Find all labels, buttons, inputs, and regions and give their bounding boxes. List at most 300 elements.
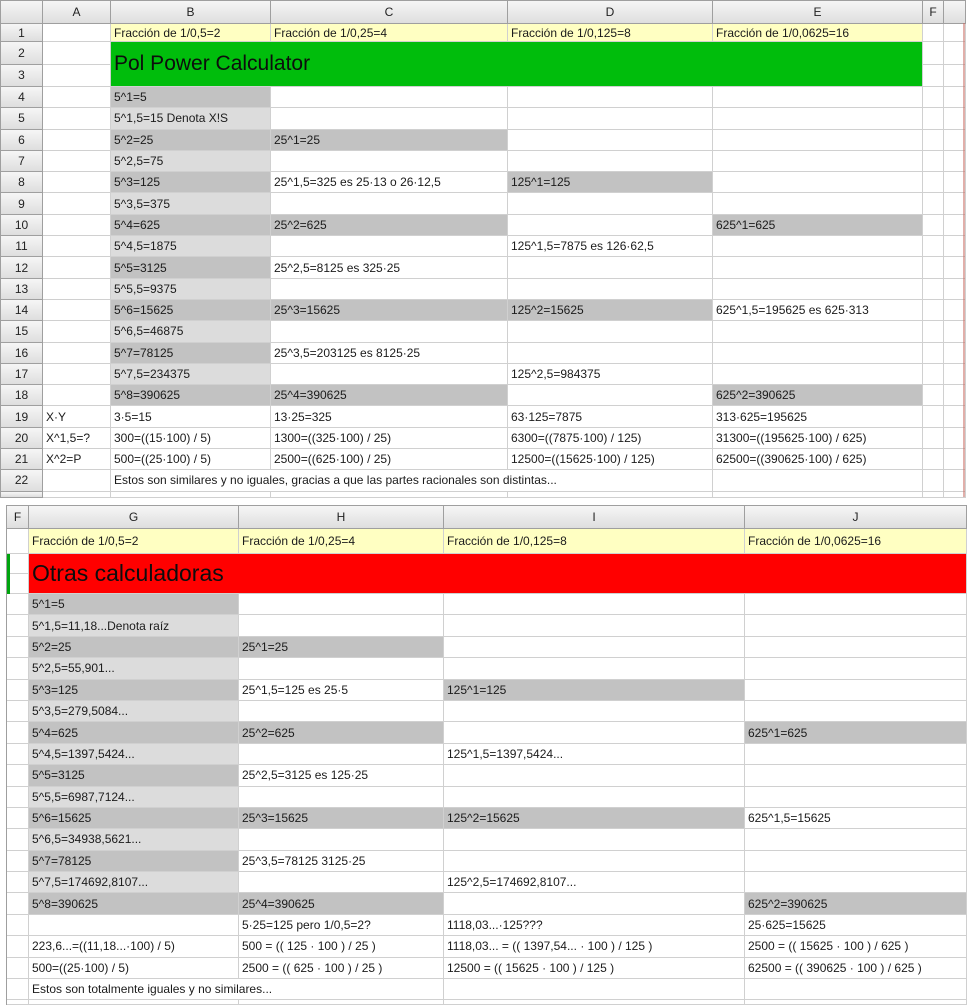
cell-A18[interactable] bbox=[43, 385, 111, 406]
row-17 bbox=[7, 872, 967, 893]
cell-B19[interactable]: 3·5=15 bbox=[111, 406, 271, 427]
cell-F9[interactable] bbox=[923, 193, 944, 214]
cell-I6[interactable] bbox=[444, 637, 745, 658]
cell-F17[interactable] bbox=[923, 364, 944, 385]
cell-H8[interactable]: 25^1,5=125 es 25·5 bbox=[239, 680, 444, 701]
cell-F19[interactable] bbox=[7, 915, 29, 936]
cell-E14[interactable]: 625^1,5=195625 es 625·313 bbox=[713, 300, 923, 321]
cell-E17[interactable] bbox=[713, 364, 923, 385]
cell-E12[interactable] bbox=[713, 257, 923, 278]
cell-G4[interactable]: 5^1=5 bbox=[29, 594, 239, 615]
cell-G17[interactable]: 5^7,5=174692,8107... bbox=[29, 872, 239, 893]
cell-D13[interactable] bbox=[508, 279, 713, 300]
cell-J22[interactable] bbox=[745, 979, 967, 1000]
cell-E10[interactable]: 625^1=625 bbox=[713, 215, 923, 236]
cell-G9[interactable]: 5^3,5=279,5084... bbox=[29, 701, 239, 722]
cell-F7[interactable] bbox=[923, 151, 944, 172]
row-header-1[interactable]: 1 bbox=[1, 24, 43, 42]
cell-E15[interactable] bbox=[713, 321, 923, 342]
cell-F14[interactable] bbox=[923, 300, 944, 321]
cell-F13[interactable] bbox=[923, 279, 944, 300]
cell-D14[interactable]: 125^2=15625 bbox=[508, 300, 713, 321]
cell-A21[interactable]: X^2=P bbox=[43, 449, 111, 470]
cell-I7[interactable] bbox=[444, 658, 745, 679]
cell-H19[interactable]: 5·25=125 pero 1/0,5=2? bbox=[239, 915, 444, 936]
cell-F11[interactable] bbox=[923, 236, 944, 257]
cell-F7[interactable] bbox=[7, 658, 29, 679]
cell-F18[interactable] bbox=[7, 893, 29, 914]
cell-C19[interactable]: 13·25=325 bbox=[271, 406, 508, 427]
row-header-4[interactable]: 4 bbox=[1, 87, 43, 108]
cell-B12[interactable]: 5^5=3125 bbox=[111, 257, 271, 278]
cell-H[interactable] bbox=[239, 1000, 444, 1005]
row-1 bbox=[1, 24, 966, 42]
cell-H10[interactable]: 25^2=625 bbox=[239, 722, 444, 743]
cell-E1[interactable]: Fracción de 1/0,0625=16 bbox=[713, 24, 923, 42]
cell-E5[interactable] bbox=[713, 108, 923, 129]
cell-D9[interactable] bbox=[508, 193, 713, 214]
cell-E[interactable] bbox=[713, 492, 923, 498]
row-9 bbox=[1, 193, 966, 214]
cell-B21[interactable]: 500=((25·100) / 5) bbox=[111, 449, 271, 470]
cell-I4[interactable] bbox=[444, 594, 745, 615]
cell-J8[interactable] bbox=[745, 680, 967, 701]
cell-F17[interactable] bbox=[7, 872, 29, 893]
row-header-5[interactable]: 5 bbox=[1, 108, 43, 129]
cell-A8[interactable] bbox=[43, 172, 111, 193]
stack-col-rowheaders bbox=[1, 42, 43, 87]
cell-A11[interactable] bbox=[43, 236, 111, 257]
cell-G16[interactable]: 5^7=78125 bbox=[29, 851, 239, 872]
cell-G8[interactable]: 5^3=125 bbox=[29, 680, 239, 701]
cell-G12[interactable]: 5^5=3125 bbox=[29, 765, 239, 786]
cell-I14[interactable]: 125^2=15625 bbox=[444, 808, 745, 829]
cell-C6[interactable]: 25^1=25 bbox=[271, 130, 508, 151]
cell-H16[interactable]: 25^3,5=78125 3125·25 bbox=[239, 851, 444, 872]
cell-F20[interactable] bbox=[7, 936, 29, 957]
cell-H5[interactable] bbox=[239, 615, 444, 636]
cell-H21[interactable]: 2500 = (( 625 · 100 ) / 25 ) bbox=[239, 958, 444, 979]
stack-col-A bbox=[43, 42, 111, 87]
cell-J10[interactable]: 625^1=625 bbox=[745, 722, 967, 743]
cell-F1[interactable] bbox=[7, 529, 29, 554]
col-header-A[interactable]: A bbox=[43, 1, 111, 24]
cell-G22[interactable]: Estos son totalmente iguales y no similares... bbox=[29, 979, 444, 1000]
cell-A19[interactable]: X·Y bbox=[43, 406, 111, 427]
cell-J14[interactable]: 625^1,5=15625 bbox=[745, 808, 967, 829]
cell-F3[interactable] bbox=[923, 65, 944, 88]
cell-E11[interactable] bbox=[713, 236, 923, 257]
cell-J17[interactable] bbox=[745, 872, 967, 893]
cell-A17[interactable] bbox=[43, 364, 111, 385]
cell-B4[interactable]: 5^1=5 bbox=[111, 87, 271, 108]
cell-G11[interactable]: 5^4,5=1397,5424... bbox=[29, 744, 239, 765]
row-22 bbox=[7, 979, 967, 1000]
row-header-20[interactable]: 20 bbox=[1, 428, 43, 449]
cell-C20[interactable]: 1300=((325·100) / 25) bbox=[271, 428, 508, 449]
cell-F16[interactable] bbox=[923, 343, 944, 364]
cell-I15[interactable] bbox=[444, 829, 745, 850]
cell-G[interactable] bbox=[29, 1000, 239, 1005]
cell-H7[interactable] bbox=[239, 658, 444, 679]
cell-E13[interactable] bbox=[713, 279, 923, 300]
cell-F12[interactable] bbox=[923, 257, 944, 278]
cell-J[interactable] bbox=[745, 1000, 967, 1005]
cell-A5[interactable] bbox=[43, 108, 111, 129]
row-header-8[interactable]: 8 bbox=[1, 172, 43, 193]
cell-J4[interactable] bbox=[745, 594, 967, 615]
cell-G6[interactable]: 5^2=25 bbox=[29, 637, 239, 658]
cell-D4[interactable] bbox=[508, 87, 713, 108]
row-header-14[interactable]: 14 bbox=[1, 300, 43, 321]
col-header-I[interactable]: I bbox=[444, 506, 745, 529]
cell-G14[interactable]: 5^6=15625 bbox=[29, 808, 239, 829]
cell-C13[interactable] bbox=[271, 279, 508, 300]
cell-I13[interactable] bbox=[444, 787, 745, 808]
col-header-F[interactable]: F bbox=[923, 1, 944, 24]
print-area-break-line bbox=[963, 23, 965, 497]
cell-D10[interactable] bbox=[508, 215, 713, 236]
cell-G18[interactable]: 5^8=390625 bbox=[29, 893, 239, 914]
cell-F6[interactable] bbox=[923, 130, 944, 151]
cell-B8[interactable]: 5^3=125 bbox=[111, 172, 271, 193]
row-5 bbox=[1, 108, 966, 129]
cell-A13[interactable] bbox=[43, 279, 111, 300]
cell-F9[interactable] bbox=[7, 701, 29, 722]
row-header-12[interactable]: 12 bbox=[1, 257, 43, 278]
row-7 bbox=[1, 151, 966, 172]
cell-B5[interactable]: 5^1,5=15 Denota X!S bbox=[111, 108, 271, 129]
cell-F20[interactable] bbox=[923, 428, 944, 449]
cell-F13[interactable] bbox=[7, 787, 29, 808]
cell-D12[interactable] bbox=[508, 257, 713, 278]
col-header-blank[interactable] bbox=[944, 1, 966, 24]
cell-D8[interactable]: 125^1=125 bbox=[508, 172, 713, 193]
row-header-17[interactable]: 17 bbox=[1, 364, 43, 385]
row-header-3[interactable]: 3 bbox=[1, 65, 43, 88]
cell-F5[interactable] bbox=[923, 108, 944, 129]
col-header-J[interactable]: J bbox=[745, 506, 967, 529]
cell-D6[interactable] bbox=[508, 130, 713, 151]
cell-D19[interactable]: 63·125=7875 bbox=[508, 406, 713, 427]
cell-C5[interactable] bbox=[271, 108, 508, 129]
cell-A12[interactable] bbox=[43, 257, 111, 278]
row-4 bbox=[1, 87, 966, 108]
cell-F8[interactable] bbox=[923, 172, 944, 193]
row-9 bbox=[7, 701, 967, 722]
cell-D[interactable] bbox=[508, 492, 713, 498]
cell-J20[interactable]: 2500 = (( 15625 · 100 ) / 625 ) bbox=[745, 936, 967, 957]
cell-D15[interactable] bbox=[508, 321, 713, 342]
cell-H15[interactable] bbox=[239, 829, 444, 850]
cell-I9[interactable] bbox=[444, 701, 745, 722]
col-header-G[interactable]: G bbox=[29, 506, 239, 529]
cell-H4[interactable] bbox=[239, 594, 444, 615]
cell-C12[interactable]: 25^2,5=8125 es 325·25 bbox=[271, 257, 508, 278]
cell-F21[interactable] bbox=[7, 958, 29, 979]
cell-A1[interactable] bbox=[43, 24, 111, 42]
cell-C11[interactable] bbox=[271, 236, 508, 257]
cell-D17[interactable]: 125^2,5=984375 bbox=[508, 364, 713, 385]
cell-I17[interactable]: 125^2,5=174692,8107... bbox=[444, 872, 745, 893]
cell-E18[interactable]: 625^2=390625 bbox=[713, 385, 923, 406]
cell-I[interactable] bbox=[444, 1000, 745, 1005]
cell-D16[interactable] bbox=[508, 343, 713, 364]
cell-I22[interactable] bbox=[444, 979, 745, 1000]
cell-F16[interactable] bbox=[7, 851, 29, 872]
cell-I8[interactable]: 125^1=125 bbox=[444, 680, 745, 701]
cell-J19[interactable]: 25·625=15625 bbox=[745, 915, 967, 936]
cell-A9[interactable] bbox=[43, 193, 111, 214]
cell-J15[interactable] bbox=[745, 829, 967, 850]
cell-A16[interactable] bbox=[43, 343, 111, 364]
cell-F19[interactable] bbox=[923, 406, 944, 427]
cell-F21[interactable] bbox=[923, 449, 944, 470]
cell-F18[interactable] bbox=[923, 385, 944, 406]
cell-J11[interactable] bbox=[745, 744, 967, 765]
cell-A7[interactable] bbox=[43, 151, 111, 172]
row-21 bbox=[7, 958, 967, 979]
row-header-7[interactable]: 7 bbox=[1, 151, 43, 172]
row-header-16[interactable]: 16 bbox=[1, 343, 43, 364]
cell-J12[interactable] bbox=[745, 765, 967, 786]
cell-E21[interactable]: 62500=((390625·100) / 625) bbox=[713, 449, 923, 470]
cell-D5[interactable] bbox=[508, 108, 713, 129]
cell-B6[interactable]: 5^2=25 bbox=[111, 130, 271, 151]
cell-H20[interactable]: 500 = (( 125 · 100 ) / 25 ) bbox=[239, 936, 444, 957]
cell-I18[interactable] bbox=[444, 893, 745, 914]
cell-B22[interactable]: Estos son similares y no iguales, gracias a que las partes racionales son distintas... bbox=[111, 470, 713, 491]
row-13 bbox=[7, 787, 967, 808]
cell-C7[interactable] bbox=[271, 151, 508, 172]
cell-G7[interactable]: 5^2,5=55,901... bbox=[29, 658, 239, 679]
cell-I5[interactable] bbox=[444, 615, 745, 636]
cell-B18[interactable]: 5^8=390625 bbox=[111, 385, 271, 406]
cell-F[interactable] bbox=[7, 1000, 29, 1005]
cell-J13[interactable] bbox=[745, 787, 967, 808]
cell-F[interactable] bbox=[923, 492, 944, 498]
cell-B7[interactable]: 5^2,5=75 bbox=[111, 151, 271, 172]
row-header-15[interactable]: 15 bbox=[1, 321, 43, 342]
cell-H11[interactable] bbox=[239, 744, 444, 765]
row-header-11[interactable]: 11 bbox=[1, 236, 43, 257]
green-selection-edge bbox=[7, 554, 29, 594]
cell-F1[interactable] bbox=[923, 24, 944, 42]
cell-F15[interactable] bbox=[923, 321, 944, 342]
row-blank bbox=[7, 1000, 967, 1005]
cell-H17[interactable] bbox=[239, 872, 444, 893]
cell-F5[interactable] bbox=[7, 615, 29, 636]
cell-D1[interactable]: Fracción de 1/0,125=8 bbox=[508, 24, 713, 42]
col-header-D[interactable]: D bbox=[508, 1, 713, 24]
row-10 bbox=[1, 215, 966, 236]
cell-D7[interactable] bbox=[508, 151, 713, 172]
cell-J9[interactable] bbox=[745, 701, 967, 722]
cell-I10[interactable] bbox=[444, 722, 745, 743]
cell-B17[interactable]: 5^7,5=234375 bbox=[111, 364, 271, 385]
cell-F12[interactable] bbox=[7, 765, 29, 786]
cell-F15[interactable] bbox=[7, 829, 29, 850]
row-header-19[interactable]: 19 bbox=[1, 406, 43, 427]
cell-C1[interactable]: Fracción de 1/0,25=4 bbox=[271, 24, 508, 42]
cell-E19[interactable]: 313·625=195625 bbox=[713, 406, 923, 427]
cell-F8[interactable] bbox=[7, 680, 29, 701]
cell-I11[interactable]: 125^1,5=1397,5424... bbox=[444, 744, 745, 765]
cell-F14[interactable] bbox=[7, 808, 29, 829]
cell-F2[interactable] bbox=[923, 42, 944, 65]
cell-D18[interactable] bbox=[508, 385, 713, 406]
cell-I16[interactable] bbox=[444, 851, 745, 872]
cell-A10[interactable] bbox=[43, 215, 111, 236]
cell-J21[interactable]: 62500 = (( 390625 · 100 ) / 625 ) bbox=[745, 958, 967, 979]
cell-A22[interactable] bbox=[43, 470, 111, 491]
cell-E9[interactable] bbox=[713, 193, 923, 214]
row-header-9[interactable]: 9 bbox=[1, 193, 43, 214]
cell-E7[interactable] bbox=[713, 151, 923, 172]
cell-B[interactable] bbox=[111, 492, 271, 498]
cell-A2[interactable] bbox=[43, 42, 111, 65]
cell-A6[interactable] bbox=[43, 130, 111, 151]
row-header-13[interactable]: 13 bbox=[1, 279, 43, 300]
cell-B13[interactable]: 5^5,5=9375 bbox=[111, 279, 271, 300]
cell-C18[interactable]: 25^4=390625 bbox=[271, 385, 508, 406]
row-15 bbox=[1, 321, 966, 342]
col-header-F[interactable]: F bbox=[7, 506, 29, 529]
cell-I12[interactable] bbox=[444, 765, 745, 786]
cell-B15[interactable]: 5^6,5=46875 bbox=[111, 321, 271, 342]
row-2-3 bbox=[1, 42, 966, 87]
cell-C17[interactable] bbox=[271, 364, 508, 385]
cell-H9[interactable] bbox=[239, 701, 444, 722]
cell-C15[interactable] bbox=[271, 321, 508, 342]
cell-B20[interactable]: 300=((15·100) / 5) bbox=[111, 428, 271, 449]
cell-E6[interactable] bbox=[713, 130, 923, 151]
cell-G15[interactable]: 5^6,5=34938,5621... bbox=[29, 829, 239, 850]
cell-B9[interactable]: 5^3,5=375 bbox=[111, 193, 271, 214]
cell-F4[interactable] bbox=[923, 87, 944, 108]
cell-F3[interactable] bbox=[10, 574, 29, 594]
cell-B1[interactable]: Fracción de 1/0,5=2 bbox=[111, 24, 271, 42]
cell-H13[interactable] bbox=[239, 787, 444, 808]
cell-D20[interactable]: 6300=((7875·100) / 125) bbox=[508, 428, 713, 449]
cell-E22[interactable] bbox=[713, 470, 923, 491]
cell-D21[interactable]: 12500=((15625·100) / 125) bbox=[508, 449, 713, 470]
cell-E16[interactable] bbox=[713, 343, 923, 364]
cell-E20[interactable]: 31300=((195625·100) / 625) bbox=[713, 428, 923, 449]
row-header-partial[interactable] bbox=[1, 492, 43, 498]
cell-C21[interactable]: 2500=((625·100) / 25) bbox=[271, 449, 508, 470]
cell-E4[interactable] bbox=[713, 87, 923, 108]
cell-B16[interactable]: 5^7=78125 bbox=[111, 343, 271, 364]
cell-H18[interactable]: 25^4=390625 bbox=[239, 893, 444, 914]
col-header-H[interactable]: H bbox=[239, 506, 444, 529]
cell-C8[interactable]: 25^1,5=325 es 25·13 o 26·12,5 bbox=[271, 172, 508, 193]
cell-A20[interactable]: X^1,5=? bbox=[43, 428, 111, 449]
cell-A14[interactable] bbox=[43, 300, 111, 321]
row-6 bbox=[1, 130, 966, 151]
cell-B11[interactable]: 5^4,5=1875 bbox=[111, 236, 271, 257]
banner-title-red[interactable]: Otras calculadoras bbox=[29, 554, 967, 594]
cell-H14[interactable]: 25^3=15625 bbox=[239, 808, 444, 829]
row-header-2[interactable]: 2 bbox=[1, 42, 43, 65]
cell-J6[interactable] bbox=[745, 637, 967, 658]
banner-title-green[interactable]: Pol Power Calculator bbox=[111, 42, 923, 87]
cell-A4[interactable] bbox=[43, 87, 111, 108]
cell-F10[interactable] bbox=[7, 722, 29, 743]
cell-I1[interactable]: Fracción de 1/0,125=8 bbox=[444, 529, 745, 554]
col-header-C[interactable]: C bbox=[271, 1, 508, 24]
cell-C16[interactable]: 25^3,5=203125 es 8125·25 bbox=[271, 343, 508, 364]
cell-J16[interactable] bbox=[745, 851, 967, 872]
sheet-bottom bbox=[6, 505, 967, 1005]
cell-B14[interactable]: 5^6=15625 bbox=[111, 300, 271, 321]
cell-G19[interactable] bbox=[29, 915, 239, 936]
cell-J18[interactable]: 625^2=390625 bbox=[745, 893, 967, 914]
cell-J5[interactable] bbox=[745, 615, 967, 636]
corner-select-all[interactable] bbox=[1, 1, 43, 24]
col-header-B[interactable]: B bbox=[111, 1, 271, 24]
cell-E8[interactable] bbox=[713, 172, 923, 193]
column-header-row bbox=[7, 506, 967, 529]
cell-G21[interactable]: 500=((25·100) / 5) bbox=[29, 958, 239, 979]
cell-G1[interactable]: Fracción de 1/0,5=2 bbox=[29, 529, 239, 554]
cell-I21[interactable]: 12500 = (( 15625 · 100 ) / 125 ) bbox=[444, 958, 745, 979]
row-header-21[interactable]: 21 bbox=[1, 449, 43, 470]
row-header-22[interactable]: 22 bbox=[1, 470, 43, 491]
col-header-E[interactable]: E bbox=[713, 1, 923, 24]
sheet-top bbox=[0, 0, 966, 498]
row-4 bbox=[7, 594, 967, 615]
cell-C14[interactable]: 25^3=15625 bbox=[271, 300, 508, 321]
cell-F22[interactable] bbox=[923, 470, 944, 491]
cell-G10[interactable]: 5^4=625 bbox=[29, 722, 239, 743]
cell-I19[interactable]: 1118,03...·125??? bbox=[444, 915, 745, 936]
cell-A[interactable] bbox=[43, 492, 111, 498]
cell-A15[interactable] bbox=[43, 321, 111, 342]
cell-G20[interactable]: 223,6...=((11,18...·100) / 5) bbox=[29, 936, 239, 957]
row-header-18[interactable]: 18 bbox=[1, 385, 43, 406]
cell-J7[interactable] bbox=[745, 658, 967, 679]
row-header-6[interactable]: 6 bbox=[1, 130, 43, 151]
cell-C[interactable] bbox=[271, 492, 508, 498]
stack-col-F bbox=[923, 42, 944, 87]
cell-H1[interactable]: Fracción de 1/0,25=4 bbox=[239, 529, 444, 554]
cell-H6[interactable]: 25^1=25 bbox=[239, 637, 444, 658]
cell-F11[interactable] bbox=[7, 744, 29, 765]
cell-I20[interactable]: 1118,03... = (( 1397,54... · 100 ) / 125 ) bbox=[444, 936, 745, 957]
cell-F4[interactable] bbox=[7, 594, 29, 615]
cell-A3[interactable] bbox=[43, 65, 111, 88]
cell-B10[interactable]: 5^4=625 bbox=[111, 215, 271, 236]
cell-D11[interactable]: 125^1,5=7875 es 126·62,5 bbox=[508, 236, 713, 257]
row-12 bbox=[7, 765, 967, 786]
cell-C9[interactable] bbox=[271, 193, 508, 214]
row-18 bbox=[7, 893, 967, 914]
row-header-10[interactable]: 10 bbox=[1, 215, 43, 236]
cell-F2[interactable] bbox=[10, 554, 29, 574]
cell-F10[interactable] bbox=[923, 215, 944, 236]
cell-G13[interactable]: 5^5,5=6987,7124... bbox=[29, 787, 239, 808]
cell-C4[interactable] bbox=[271, 87, 508, 108]
cell-H12[interactable]: 25^2,5=3125 es 125·25 bbox=[239, 765, 444, 786]
cell-C10[interactable]: 25^2=625 bbox=[271, 215, 508, 236]
cell-J1[interactable]: Fracción de 1/0,0625=16 bbox=[745, 529, 967, 554]
cell-F6[interactable] bbox=[7, 637, 29, 658]
cell-G5[interactable]: 5^1,5=11,18...Denota raíz bbox=[29, 615, 239, 636]
cell-F22[interactable] bbox=[7, 979, 29, 1000]
row-19 bbox=[1, 406, 966, 427]
row-16 bbox=[7, 851, 967, 872]
